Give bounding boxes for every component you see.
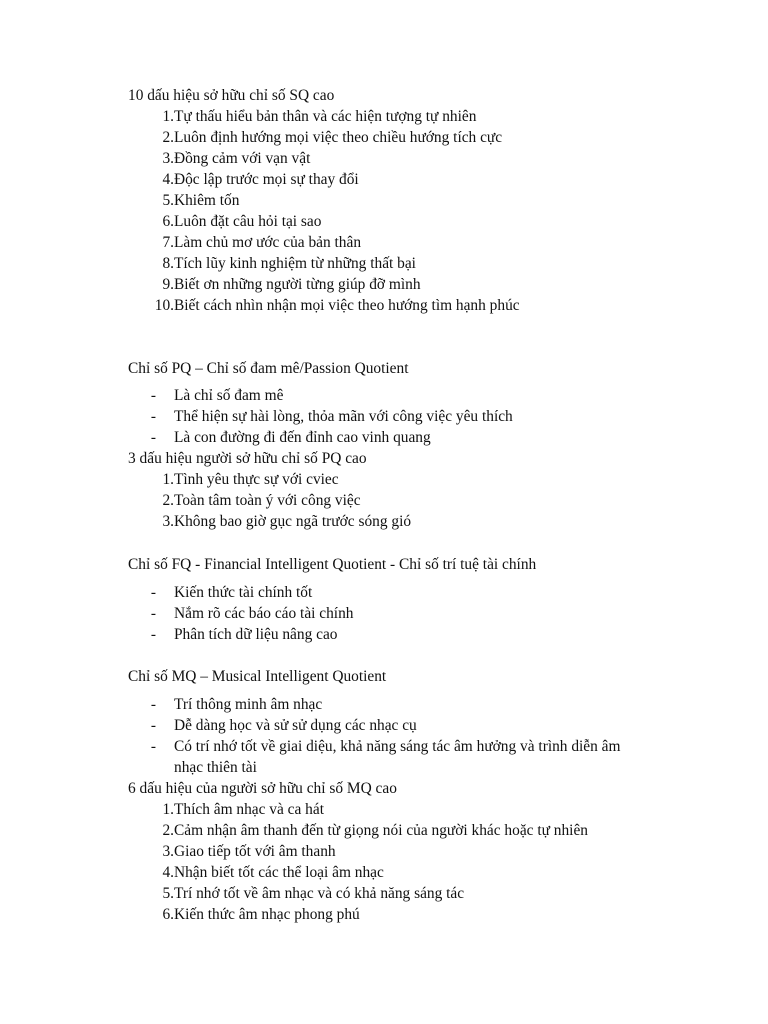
pq-signs-heading: 3 dấu hiệu người sở hữu chỉ số PQ cao: [128, 450, 367, 467]
list-item-text: Trí nhớ tốt về âm nhạc và có khả năng sáng tác: [174, 885, 465, 902]
list-marker: 4.: [162, 864, 174, 881]
list-item-text: Khiêm tốn: [174, 192, 240, 209]
list-item: [128, 469, 339, 490]
pq-heading: Chỉ số PQ – Chỉ số đam mê/Passion Quotient: [128, 360, 409, 377]
mq-heading: Chỉ số MQ – Musical Intelligent Quotient: [128, 668, 387, 685]
list-marker: 5.: [162, 885, 174, 902]
list-item: [128, 883, 465, 904]
list-marker: 2.: [162, 822, 174, 839]
list-item-text: Luôn định hướng mọi việc theo chiều hướng tích cực: [174, 129, 503, 146]
list-item-text: Độc lập trước mọi sự thay đổi: [174, 171, 359, 188]
bullet-item: [128, 736, 621, 757]
bullet-marker: -: [150, 626, 156, 643]
list-marker: 10.: [154, 297, 174, 314]
list-item: [128, 511, 412, 532]
list-item-text: Đồng cảm với vạn vật: [174, 150, 311, 167]
list-item: [128, 190, 240, 211]
bullet-item: [128, 427, 431, 448]
list-marker: 7.: [162, 234, 174, 251]
list-item-text: Nhận biết tốt các thể loại âm nhạc: [174, 864, 384, 881]
list-item-text: Không bao giờ gục ngã trước sóng gió: [174, 513, 412, 530]
list-item: [128, 106, 477, 127]
mq-signs-heading: 6 dấu hiệu của người sở hữu chỉ số MQ cao: [128, 780, 397, 797]
bullet-item-text: Nắm rõ các báo cáo tài chính: [174, 605, 354, 622]
list-marker: 6.: [162, 906, 174, 923]
list-item: [128, 862, 384, 883]
list-item: [128, 274, 421, 295]
bullet-marker: -: [150, 738, 156, 755]
bullet-marker: -: [150, 584, 156, 601]
bullet-item: [128, 715, 417, 736]
list-marker: 1.: [162, 471, 174, 488]
bullet-marker: -: [150, 387, 156, 404]
bullet-marker: -: [150, 429, 156, 446]
list-item-text: Luôn đặt câu hỏi tại sao: [174, 213, 322, 230]
bullet-item: [128, 406, 513, 427]
list-item: [128, 799, 324, 820]
bullet-item-text: Là con đường đi đến đỉnh cao vinh quang: [174, 429, 431, 446]
bullet-item: [128, 694, 323, 715]
list-item: [128, 127, 503, 148]
list-marker: 9.: [162, 276, 174, 293]
list-item-text: Kiến thức âm nhạc phong phú: [174, 906, 360, 923]
bullet-item-text: Trí thông minh âm nhạc: [174, 696, 323, 713]
bullet-item-text: Kiến thức tài chính tốt: [174, 584, 313, 601]
list-marker: 4.: [162, 171, 174, 188]
sq-heading: 10 dấu hiệu sở hữu chỉ số SQ cao: [128, 87, 335, 104]
bullet-item-text: Có trí nhớ tốt về giai diệu, khả năng sáng tác âm hưởng và trình diễn âm: [174, 738, 621, 755]
bullet-item: [128, 624, 338, 645]
bullet-item-text: Thể hiện sự hài lòng, thỏa mãn với công việc yêu thích: [174, 408, 513, 425]
list-marker: 6.: [162, 213, 174, 230]
list-item: [128, 211, 322, 232]
list-marker: 3.: [162, 150, 174, 167]
list-item: [128, 169, 359, 190]
list-item-text: Làm chủ mơ ước của bản thân: [174, 234, 362, 251]
list-item-text: Tình yêu thực sự với cviec: [174, 471, 339, 488]
bullet-marker: -: [150, 408, 156, 425]
fq-heading: Chỉ số FQ - Financial Intelligent Quotient - Chỉ số trí tuệ tài chính: [128, 556, 537, 573]
list-item: [128, 904, 360, 925]
list-item-text: Tích lũy kinh nghiệm từ những thất bại: [174, 255, 416, 272]
bullet-item: [128, 582, 313, 603]
bullet-marker: -: [150, 717, 156, 734]
bullet-item: [128, 603, 354, 624]
list-item-text: Toàn tâm toàn ý với công việc: [174, 492, 361, 509]
list-item-text: Biết ơn những người từng giúp đỡ mình: [174, 276, 421, 293]
list-marker: 3.: [162, 843, 174, 860]
list-item-text: Giao tiếp tốt với âm thanh: [174, 843, 336, 860]
list-marker: 2.: [162, 129, 174, 146]
list-item: [128, 820, 588, 841]
list-item-text: Tự thấu hiểu bản thân và các hiện tượng tự nhiên: [174, 108, 477, 125]
bullet-item-text: Dễ dàng học và sử sử dụng các nhạc cụ: [174, 717, 417, 734]
bullet-marker: -: [150, 605, 156, 622]
list-marker: 8.: [162, 255, 174, 272]
list-marker: 1.: [162, 801, 174, 818]
list-marker: 5.: [162, 192, 174, 209]
list-item: [128, 490, 361, 511]
list-item: [128, 295, 520, 316]
list-item-text: Cảm nhận âm thanh đến từ giọng nói của người khác hoặc tự nhiên: [174, 822, 588, 839]
list-item: [128, 232, 362, 253]
list-marker: 2.: [162, 492, 174, 509]
list-marker: 1.: [162, 108, 174, 125]
list-item: [128, 841, 336, 862]
bullet-item-text: Phân tích dữ liệu nâng cao: [174, 626, 338, 643]
list-item-text: Thích âm nhạc và ca hát: [174, 801, 324, 818]
bullet-item-text: Là chỉ số đam mê: [174, 387, 284, 404]
bullet-item: [128, 385, 284, 406]
list-item: [128, 148, 311, 169]
bullet-continuation-text: nhạc thiên tài: [174, 759, 257, 776]
bullet-marker: -: [150, 696, 156, 713]
list-marker: 3.: [162, 513, 174, 530]
list-item-text: Biết cách nhìn nhận mọi việc theo hướng tìm hạnh phúc: [174, 297, 520, 314]
list-item: [128, 253, 416, 274]
